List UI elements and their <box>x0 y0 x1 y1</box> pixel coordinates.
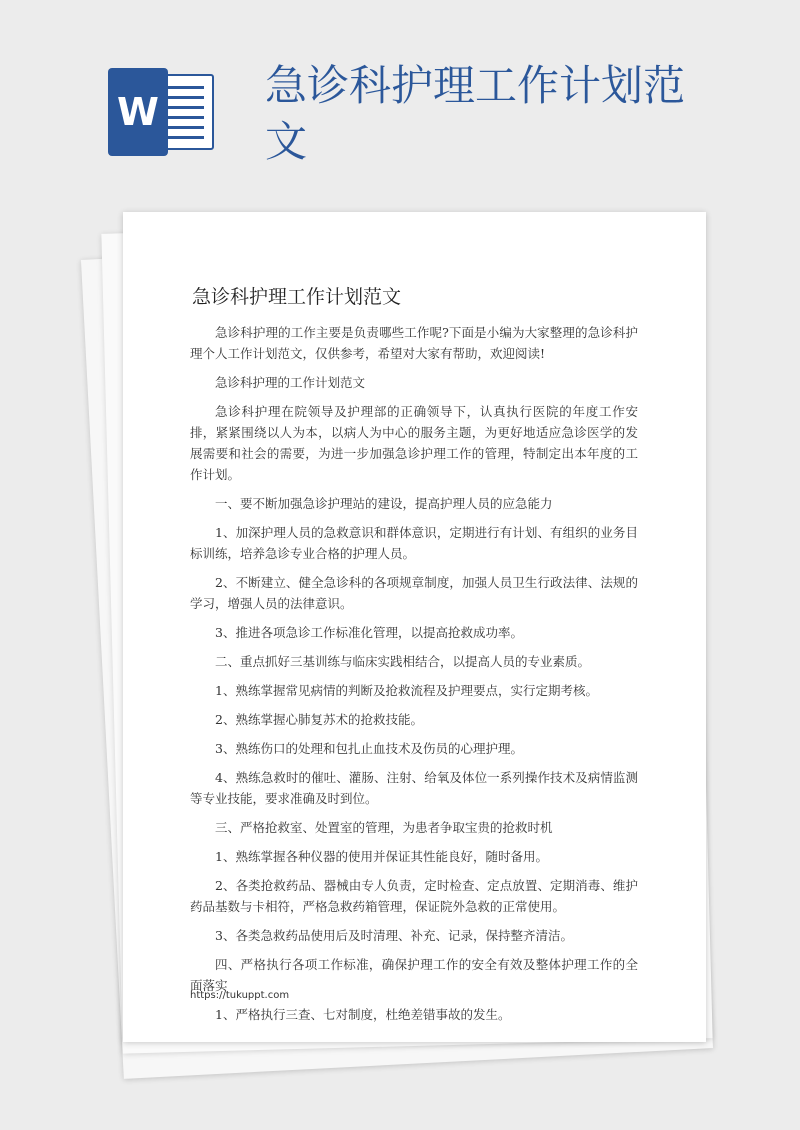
list-item: 3、熟练伤口的处理和包扎止血技术及伤员的心理护理。 <box>215 741 523 756</box>
list-item: 1、熟练掌握常见病情的判断及抢救流程及护理要点，实行定期考核。 <box>215 683 598 698</box>
list-item: 1、熟练掌握各种仪器的使用并保证其性能良好，随时备用。 <box>215 849 548 864</box>
section-heading-4: 四、严格执行各项工作标准，确保护理工作的安全有效及整体护理工作的全面落实 <box>190 957 638 993</box>
document-body <box>190 322 638 1033</box>
list-item: 3、推进各项急诊工作标准化管理，以提高抢救成功率。 <box>215 625 523 640</box>
list-item: 3、各类急救药品使用后及时清理、补充、记录，保持整齐清洁。 <box>215 928 573 943</box>
list-item: 2、各类抢救药品、器械由专人负责，定时检查、定点放置、定期消毒、维护药品基数与卡相符，严格急救药箱管理，保证院外急救的正常使用。 <box>190 878 638 914</box>
footer-url: https://tukuppt.com <box>190 990 290 1001</box>
section-heading-3: 三、严格抢救室、处置室的管理，为患者争取宝贵的抢救时机 <box>215 820 553 835</box>
subtitle-paragraph: 急诊科护理的工作计划范文 <box>215 375 366 390</box>
word-letter-icon: W <box>108 68 168 156</box>
intro-paragraph: 急诊科护理的工作主要是负责哪些工作呢?下面是小编为大家整理的急诊科护理个人工作计划范文，仅供参考，希望对大家有帮助，欢迎阅读! <box>190 325 638 361</box>
list-item: 2、不断建立、健全急诊科的各项规章制度，加强人员卫生行政法律、法规的学习，增强人员的法律意识。 <box>190 575 638 611</box>
list-item: 1、严格执行三查、七对制度，杜绝差错事故的发生。 <box>215 1007 511 1022</box>
section-heading-2: 二、重点抓好三基训练与临床实践相结合，以提高人员的专业素质。 <box>215 654 591 669</box>
word-document-icon <box>108 68 218 156</box>
page-title: 急诊科护理工作计划范文 <box>265 61 686 166</box>
document-title: 急诊科护理工作计划范文 <box>192 286 402 308</box>
body-paragraph: 急诊科护理在院领导及护理部的正确领导下，认真执行医院的年度工作安排，紧紧围绕以人为本，以病人为中心的服务主题，为更好地适应急诊医学的发展需要和社会的需要，为进一步加强急诊护理工作的管理，特制定出本年度的工作计划。 <box>190 404 638 482</box>
list-item: 1、加深护理人员的急救意识和群体意识，定期进行有计划、有组织的业务目标训练，培养急诊专业合格的护理人员。 <box>190 525 638 561</box>
list-item: 2、熟练掌握心肺复苏术的抢救技能。 <box>215 712 423 727</box>
section-heading-1: 一、要不断加强急诊护理站的建设，提高护理人员的应急能力 <box>215 496 553 511</box>
list-item: 4、熟练急救时的催吐、灌肠、注射、给氧及体位一系列操作技术及病情监测等专业技能，要求准确及时到位。 <box>190 770 638 806</box>
